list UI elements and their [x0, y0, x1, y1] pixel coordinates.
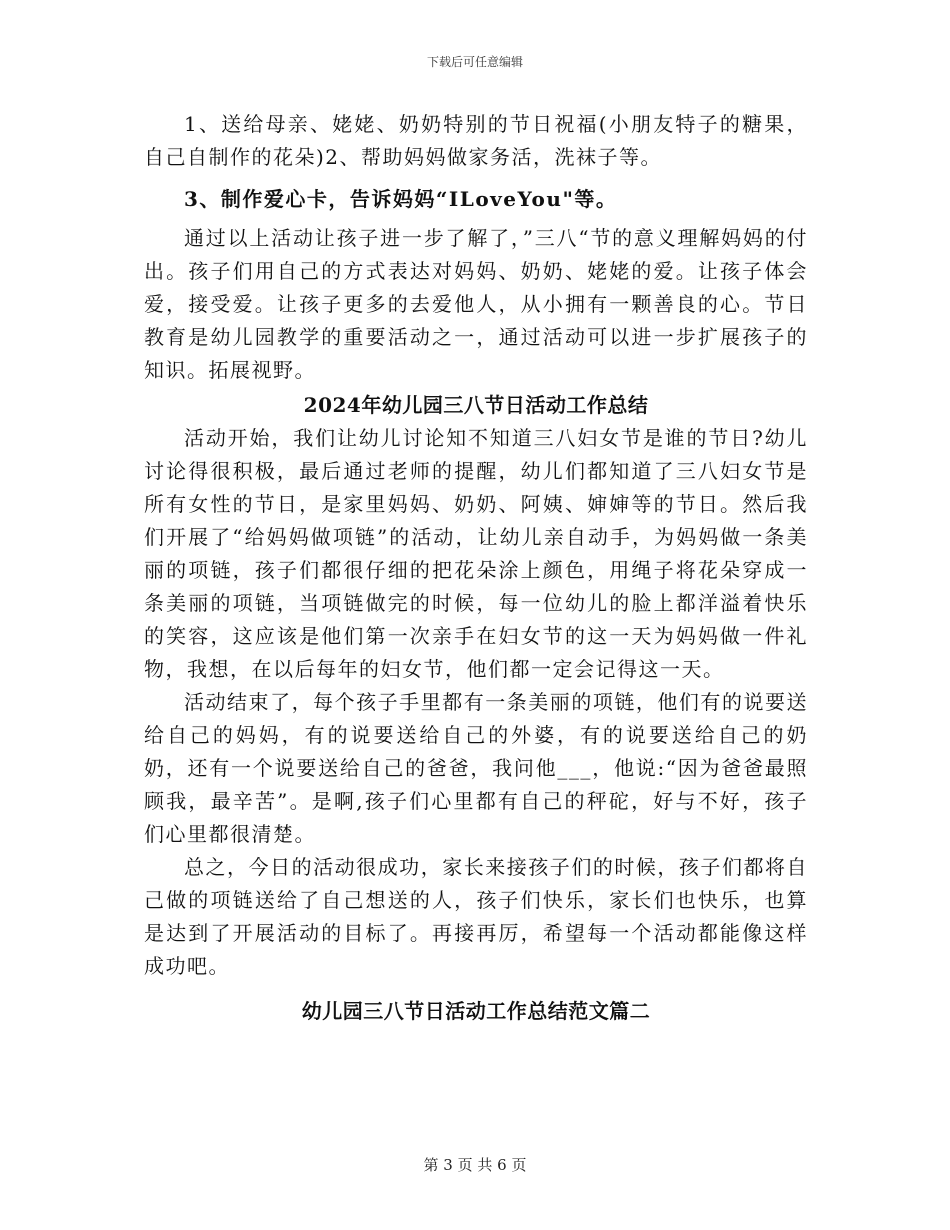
paragraph-activity-summary: 通过以上活动让孩子进一步了解了，”三八“节的意义理解妈妈的付出。孩子们用自己的方式表达对妈妈、奶奶、姥姥的爱。让孩子体会爱，接受爱。让孩子更多的去爱他人，从小拥有一颗善良的心。节日教育是幼儿园教学的重要活动之一，通过活动可以进一步扩展孩子的知识。拓展视野。 — [144, 226, 808, 382]
page-number: 第 3 页 共 6 页 — [423, 1156, 527, 1174]
page-header: 下载后可任意编辑 — [426, 55, 523, 69]
paragraph-conclusion: 总之，今日的活动很成功，家长来接孩子们的时候，孩子们都将自己做的项链送给了自己想送的人，孩子们快乐，家长们也快乐，也算是达到了开展活动的目标了。再接再厉，希望每一个活动都能像这样成功吧。 — [144, 855, 808, 978]
paragraph-activity-start: 活动开始，我们让幼儿讨论知不知道三八妇女节是谁的节日?幼儿讨论得很积极，最后通过老师的提醒，幼儿们都知道了三八妇女节是所有女性的节日，是家里妈妈、奶奶、阿姨、婶婶等的节日。然后我们开展了“给妈妈做项链”的活动，让幼儿亲自动手，为妈妈做一条美丽的项链，孩子们都很仔细的把花朵涂上颜色，用绳子将花朵穿成一条美丽的项链，当项链做完的时候，每一位幼儿的脸上都洋溢着快乐的笑容，这应该是他们第一次亲手在妇女节的这一天为妈妈做一件礼物，我想，在以后每年的妇女节，他们都一定会记得这一天。 — [144, 426, 808, 681]
section-heading-2024-summary: 2024年幼儿园三八节日活动工作总结 — [303, 393, 649, 417]
section-heading-sample-two: 幼儿园三八节日活动工作总结范文篇二 — [301, 999, 651, 1023]
paragraph-love-card: 3、制作爱心卡，告诉妈妈“ILoveYou"等。 — [184, 187, 618, 211]
document-body — [144, 108, 808, 1028]
paragraph-activity-end: 活动结束了，每个孩子手里都有一条美丽的项链，他们有的说要送给自己的妈妈，有的说要送给自己的外婆，有的说要送给自己的奶奶，还有一个说要送给自己的爸爸，我问他___，他说:“因为爸爸最照顾我，最辛苦”。是啊,孩子们心里都有自己的秤砣，好与不好，孩子们心里都很清楚。 — [144, 690, 808, 846]
paragraph-activities-list: 1、送给母亲、姥姥、奶奶特别的节日祝福(小朋友特子的糖果，自己自制作的花朵)2、帮助妈妈做家务活，洗袜子等。 — [144, 112, 808, 169]
